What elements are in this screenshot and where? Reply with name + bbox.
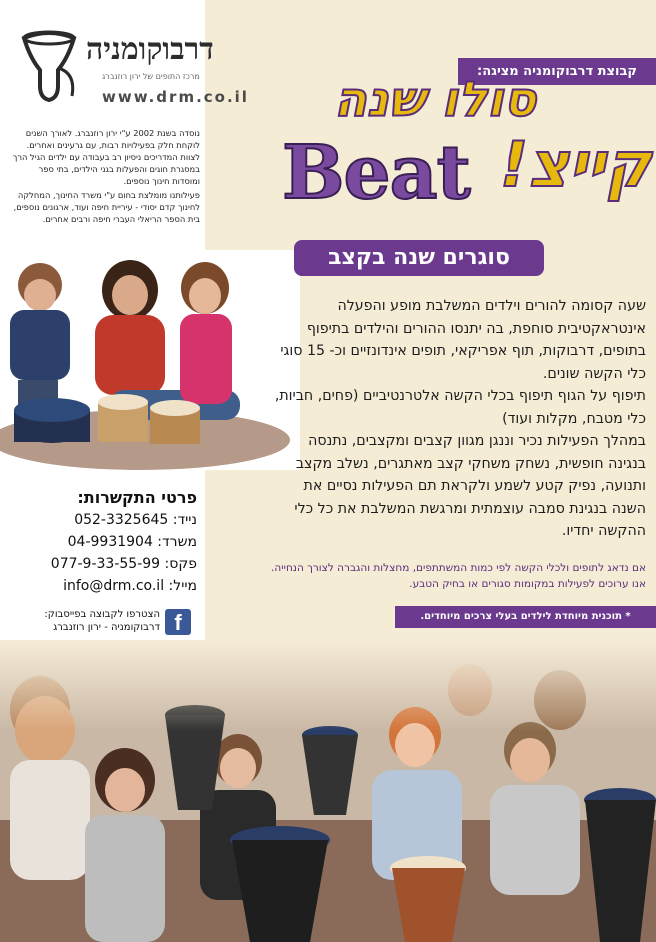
contact-fax: פקס: 077-9-33-55-99 [50, 556, 197, 572]
logo-subtitle: מרכז התופים של ירון רוזנברג [102, 72, 200, 81]
contact-office[interactable]: משרד: 04-9931904 [67, 534, 197, 550]
contact-block [2, 488, 197, 597]
presents-bar: קבוצת דרבוקומניה מציגה: [458, 58, 656, 85]
title-hebrew-side: קייצ! [500, 128, 651, 201]
title-beat: Beat [282, 130, 470, 216]
logo-url[interactable]: www.drm.co.il [102, 88, 249, 106]
logo [14, 22, 259, 114]
facebook-text: הצטרפו לקבוצה בפייסבוק: דרבוקומניה - ירון רוזנברג [44, 609, 160, 633]
contact-mobile[interactable]: נייד: 052-3325645 [74, 512, 197, 528]
title-hebrew-top: סולו שנה [334, 72, 536, 128]
facebook-row[interactable] [2, 608, 197, 638]
logistics-note: אם נדאג לתופים ולכלי הקשה לפי כמות המשתתפים, מחצלות והגברה לצורך הנחייה. אנו ערוכים לפעילות במקומות סגורים או בחיק הטבע. [271, 562, 646, 590]
about-paragraph-2: פעילותנו מומלצת בחום ע"י משרד החינוך, המחלקה לחינוך קדם יסודי - עיריית חיפה ועוד, ארגונים נוספים, בית הספר הריאלי העברי חיפה ורבים אחרים. [13, 190, 200, 224]
description-text [268, 295, 646, 543]
about-text [10, 127, 200, 227]
facebook-icon[interactable]: f [165, 609, 191, 635]
contact-title: פרטי התקשרות: [77, 488, 197, 507]
slogan-banner: סוגרים שנה בקצב [294, 240, 544, 276]
description-paragraph-3: במהלך הפעילות נכיר וננגן מגוון קצבים ומקצבים, נתנסה בנגינה חופשית, נשחק משחקי קצב מאתגרים, נשלב מקצב ותנועה, נפיק קטע לשמע ולקראת תם הפעילות נסיים את השנה בנגינת סמבה עוצמתית ומרגשת המשלבת את כל כלי ההקשה יחדיו. [294, 433, 646, 539]
family-drums-photo [0, 250, 300, 470]
about-paragraph-1: נוסדה בשנת 2002 ע"י ירון רוזנברג. לאורך השנים לוקחת חלק בפעילויות רבות, עם גרעינים ואחרים. לצוות המדריכים ניסיון רב בעבודה עם ילדים הגיל הרך במסגרת חוגים והפעלות בגני הילדים, בתי ספר ומוסדות חינוך נוספים. [12, 128, 200, 186]
contact-email[interactable]: מייל: info@drm.co.il [63, 578, 197, 594]
kids-drumming-photo [0, 640, 656, 942]
description-paragraph-1: שעה קסומה להורים וילדים המשלבת מופע והפעלה אינטראקטיבית סוחפת, בה יתנסו ההורים והילדים בתיפוף בתופים, דרבוקות, תוף אפריקאי, תופים אינדונזיים וכ- 15 סוגי כלי הקשה שונים. [280, 298, 646, 382]
logo-title: דרבוקומניה [86, 32, 214, 67]
description-paragraph-2: תיפוף על הגוף תיפוף בכלי הקשה אלטרנטיביים (פחים, חביות, כלי מטבח, מקלות ועוד) [274, 388, 646, 427]
drum-logo-icon [18, 28, 80, 106]
special-needs-bar: * תוכנית מיוחדת לילדים בעלי צרכים מיוחדים. [395, 606, 656, 628]
